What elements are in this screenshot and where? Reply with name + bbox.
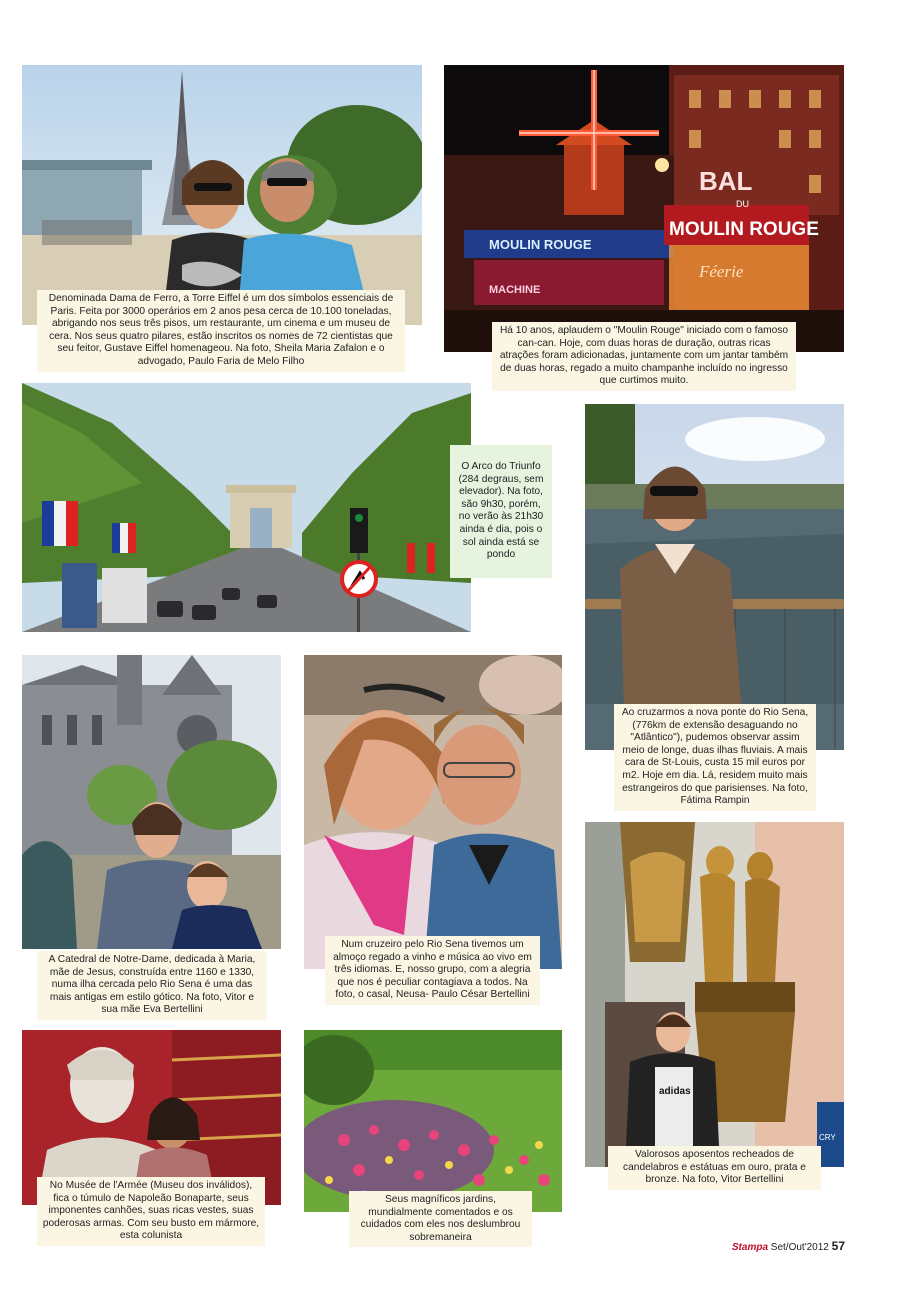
photo-cruzeiro (304, 655, 562, 969)
caption-eiffel: Denominada Dama de Ferro, a Torre Eiffel é um dos símbolos essenciais de Paris. Feita por 3000 operários em 2 anos pesa cerca de 10.100 toneladas, abrigando nos seus três pisos, um restaurante, um cinema e um museu de cera. Nos seus quatro pilares, estão inscritos os nomes de 72 cientistas que seu feitor, Gustave Eiffel homenageou. Na foto, Sheila Maria Zafalon e o advogado, Paulo Faria de Melo Filho (37, 290, 405, 372)
photo-arc-de-triomphe (22, 383, 471, 632)
caption-sena-ponte: Ao cruzarmos a nova ponte do Rio Sena, (776km de extensão desaguando no "Atlântico"), pudemos observar assim meio de longe, duas ilhas fluviais. A mais cara de St-Louis, custa 15 mil euros por m2. Hoje em dia. Lá, residem muito mais estrangeiros do que parisienses. Na foto, Fátima Rampin (614, 704, 816, 811)
photo-notre-dame (22, 655, 281, 949)
caption-musee-armee: No Musée de l'Armée (Museu dos inválidos), fica o túmulo de Napoleão Bonaparte, seus imponentes canhões, suas ricas vestes, suas poderosas armas. Com seu busto em mármore, esta colunista (37, 1177, 265, 1246)
caption-moulin-rouge: Há 10 anos, aplaudem o "Moulin Rouge" iniciado com o famoso can-can. Hoje, com duas horas de duração, outras ricas atrações foram adicionadas, juntamente com um jantar também de duas horas, regado a muito champanhe incluído no ingresso que curtimos muito. (492, 322, 796, 391)
sign-adidas: adidas (659, 1086, 691, 1097)
sign-moulin-rouge-left: MOULIN ROUGE (489, 237, 592, 252)
sign-feerie: Féerie (699, 262, 744, 281)
footer-issue: Set/Out'2012 (770, 1242, 829, 1253)
footer-page-number: 57 (831, 1239, 845, 1253)
caption-arco: O Arco do Triunfo (284 degraus, sem elevador). Na foto, são 9h30, porém, no verão às 21h30 ainda é dia, pois o sol ainda está se pondo (450, 445, 552, 578)
caption-jardins: Seus magníficos jardins, mundialmente comentados e os cuidados com eles nos deslumbrou sobremaneira (349, 1191, 532, 1247)
sign-machine: MACHINE (489, 284, 541, 296)
photo-aposentos (585, 822, 844, 1167)
sign-bal: BAL (699, 166, 753, 196)
photo-moulin-rouge (444, 65, 844, 352)
sign-cry: CRY (819, 1133, 836, 1142)
sign-du: DU (736, 199, 749, 209)
caption-notre-dame: A Catedral de Notre-Dame, dedicada à Maria, mãe de Jesus, construída entre 1160 e 1330, numa ilha cercada pelo Rio Sena é uma das mais antigas em estilo gótico. Na foto, Vitor e sua mãe Eva Bertellini (37, 951, 267, 1020)
caption-cruzeiro: Num cruzeiro pelo Rio Sena tivemos um almoço regado a vinho e música ao vivo em três idiomas. E, nosso grupo, com a alegria que nos é peculiar contagiava a todos. Na foto, o casal, Neusa- Paulo César Bertellini (325, 936, 540, 1005)
footer-brand: Stampa (731, 1242, 769, 1253)
photo-seine-bridge (585, 404, 844, 750)
photo-jardins (304, 1030, 562, 1212)
caption-aposentos: Valorosos aposentos recheados de candelabros e estátuas em ouro, prata e bronze. Na foto, Vitor Bertellini (608, 1146, 821, 1190)
page-footer (732, 1239, 845, 1253)
sign-moulin-rouge-main: MOULIN ROUGE (669, 219, 819, 240)
photo-eiffel-couple (22, 65, 422, 325)
